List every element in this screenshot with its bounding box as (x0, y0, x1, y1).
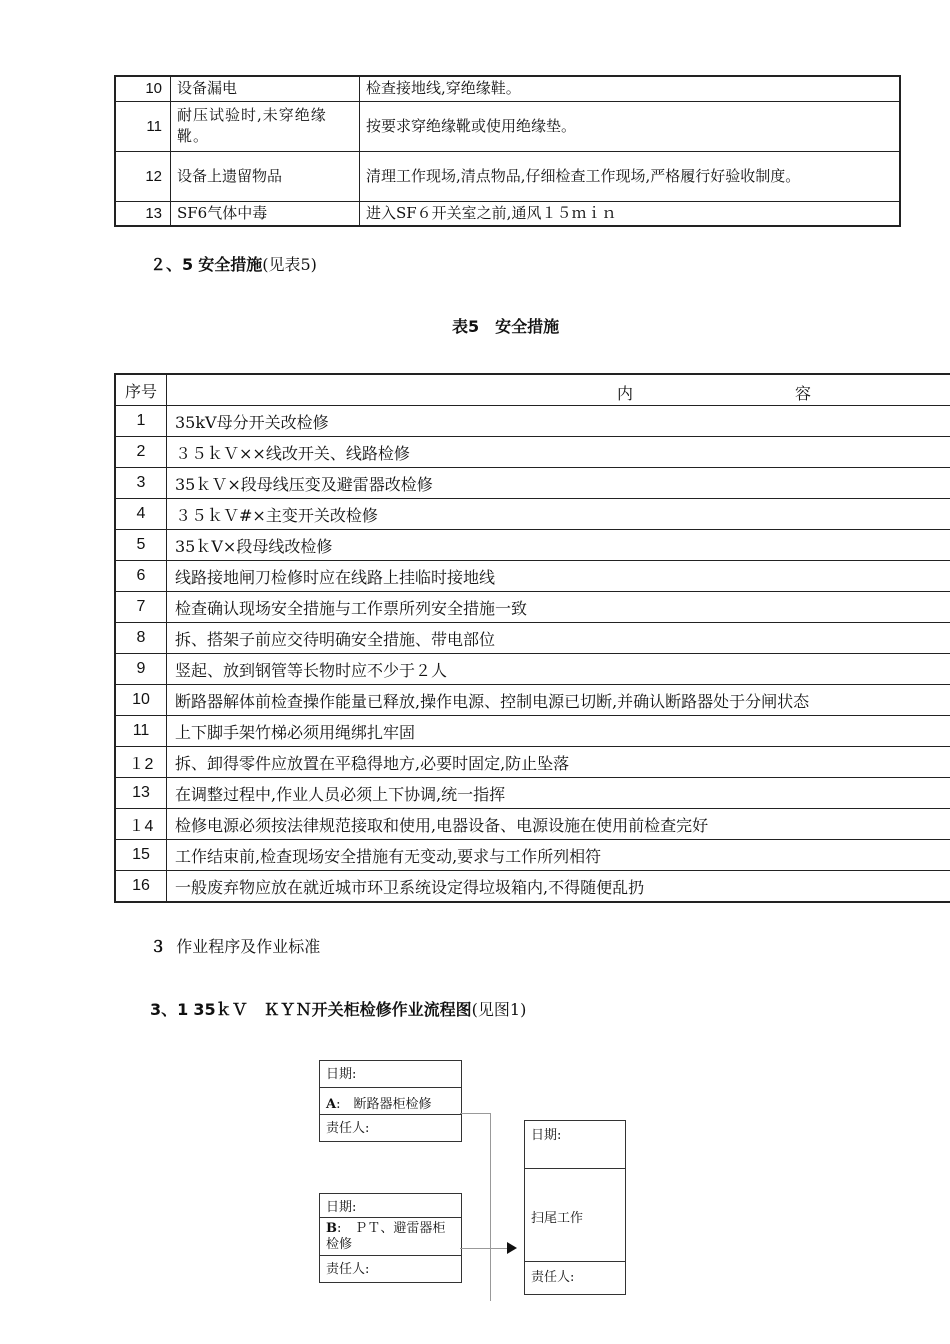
row-number: １4 (115, 809, 167, 840)
table-row (115, 685, 950, 716)
table-row (115, 871, 950, 903)
table-row (115, 406, 950, 437)
flow-owner: 责任人: (326, 1262, 370, 1277)
table-row (115, 654, 950, 685)
hazard-cell: SF6气体中毒 (171, 201, 360, 226)
row-number: 12 (115, 151, 171, 201)
connector-line (460, 1248, 510, 1249)
row-content: 35ｋV×段母线改检修 (167, 530, 950, 561)
flow-owner: 责任人: (326, 1121, 370, 1136)
flow-owner: 责任人: (531, 1270, 575, 1285)
table-row (115, 530, 950, 561)
header-number: 序号 (115, 374, 167, 406)
row-number: 3 (115, 468, 167, 499)
row-number: １2 (115, 747, 167, 778)
table-row (115, 809, 950, 840)
row-content: 35kV母分开关改检修 (167, 406, 950, 437)
row-number: 9 (115, 654, 167, 685)
row-number: 4 (115, 499, 167, 530)
row-number: 10 (115, 76, 171, 101)
row-number: 1 (115, 406, 167, 437)
section-3-1-heading (150, 997, 526, 1020)
row-number: 13 (115, 778, 167, 809)
row-number: 10 (115, 685, 167, 716)
row-content: 拆、卸得零件应放置在平稳得地方,必要时固定,防止坠落 (167, 747, 950, 778)
hazard-cell: 设备漏电 (171, 76, 360, 101)
flow-box-b (319, 1193, 462, 1283)
flow-date: 日期: (320, 1061, 461, 1088)
row-number: 2 (115, 437, 167, 468)
table-row (115, 201, 900, 226)
table-row (115, 778, 950, 809)
header-content (167, 374, 950, 406)
row-content: 在调整过程中,作业人员必须上下协调,统一指挥 (167, 778, 950, 809)
section-title: 35ｋＶ ＫＹＮ开关柜检修作业流程图 (193, 1000, 472, 1019)
header-content-b: 容 (795, 384, 812, 403)
row-number: 5 (115, 530, 167, 561)
flow-date: 日期: (525, 1121, 625, 1169)
flow-task (320, 1218, 461, 1256)
flow-task-key: B (326, 1221, 337, 1236)
flow-date: 日期: (320, 1194, 461, 1218)
row-content: 工作结束前,检查现场安全措施有无变动,要求与工作所列相符 (167, 840, 950, 871)
safety-measures-table (114, 373, 950, 903)
row-number: 16 (115, 871, 167, 903)
section-ref: (见图1) (471, 1000, 527, 1019)
row-number: 8 (115, 623, 167, 654)
measure-cell: 按要求穿绝缘靴或使用绝缘垫。 (360, 101, 901, 151)
flow-box-a (319, 1060, 462, 1142)
table-header-row (115, 374, 950, 406)
row-content: 35ｋＶ×段母线压变及避雷器改检修 (167, 468, 950, 499)
measure-cell: 进入SF６开关室之前,通风１５ｍｉｎ (360, 201, 901, 226)
measure-cell: 清理工作现场,清点物品,仔细检查工作现场,严格履行好验收制度。 (360, 151, 901, 201)
flow-task-label: : ＰＴ、避雷器柜检修 (326, 1221, 446, 1252)
row-content: 一般废弃物应放在就近城市环卫系统设定得垃圾箱内,不得随便乱扔 (167, 871, 950, 903)
section-number: ３ (150, 937, 167, 956)
flow-task (320, 1088, 461, 1115)
table-row (115, 468, 950, 499)
row-content: ３５ｋＶ××线改开关、线路检修 (167, 437, 950, 468)
table-row (115, 716, 950, 747)
section-3-heading (150, 934, 320, 957)
table-row (115, 623, 950, 654)
row-number: 13 (115, 201, 171, 226)
section-number: 3、1 (150, 1000, 189, 1019)
flow-task-label: 扫尾工作 (525, 1169, 625, 1262)
table-row (115, 747, 950, 778)
connector-line (490, 1113, 491, 1301)
section-number: ２、5 (150, 255, 194, 274)
row-number: 6 (115, 561, 167, 592)
row-number: 15 (115, 840, 167, 871)
row-content: 线路接地闸刀检修时应在线路上挂临时接地线 (167, 561, 950, 592)
row-content: 检修电源必须按法律规范接取和使用,电器设备、电源设施在使用前检查完好 (167, 809, 950, 840)
flow-task-key: A (326, 1097, 337, 1112)
table5-caption: 表5 安全措施 (452, 317, 560, 336)
row-content: 上下脚手架竹梯必须用绳绑扎牢固 (167, 716, 950, 747)
row-content: 竖起、放到钢管等长物时应不少于２人 (167, 654, 950, 685)
flow-box-end (524, 1120, 626, 1295)
section-title: 安全措施 (198, 255, 263, 274)
table-row (115, 151, 900, 201)
hazard-table (114, 75, 901, 227)
connector-line (460, 1113, 490, 1114)
row-number: 11 (115, 716, 167, 747)
table-row (115, 561, 950, 592)
row-content: 检查确认现场安全措施与工作票所列安全措施一致 (167, 592, 950, 623)
row-content: ３５ｋＶ#×主变开关改检修 (167, 499, 950, 530)
table-row (115, 76, 900, 101)
arrow-head-icon (507, 1242, 517, 1254)
hazard-cell: 耐压试验时,未穿绝缘靴。 (171, 101, 360, 151)
section-title: 作业程序及作业标准 (176, 937, 321, 956)
row-content: 断路器解体前检查操作能量已释放,操作电源、控制电源已切断,并确认断路器处于分闸状态 (167, 685, 950, 716)
table-row (115, 499, 950, 530)
row-number: 7 (115, 592, 167, 623)
hazard-cell: 设备上遗留物品 (171, 151, 360, 201)
header-content-a: 内 (617, 384, 634, 403)
row-number: 11 (115, 101, 171, 151)
flow-task-label: : 断路器柜检修 (336, 1097, 432, 1112)
row-content: 拆、搭架子前应交待明确安全措施、带电部位 (167, 623, 950, 654)
measure-cell: 检查接地线,穿绝缘鞋。 (360, 76, 901, 101)
table-row (115, 101, 900, 151)
section-2-5-heading (150, 252, 317, 275)
table-row (115, 437, 950, 468)
section-ref: (见表5) (262, 255, 317, 274)
table-row (115, 592, 950, 623)
table-row (115, 840, 950, 871)
